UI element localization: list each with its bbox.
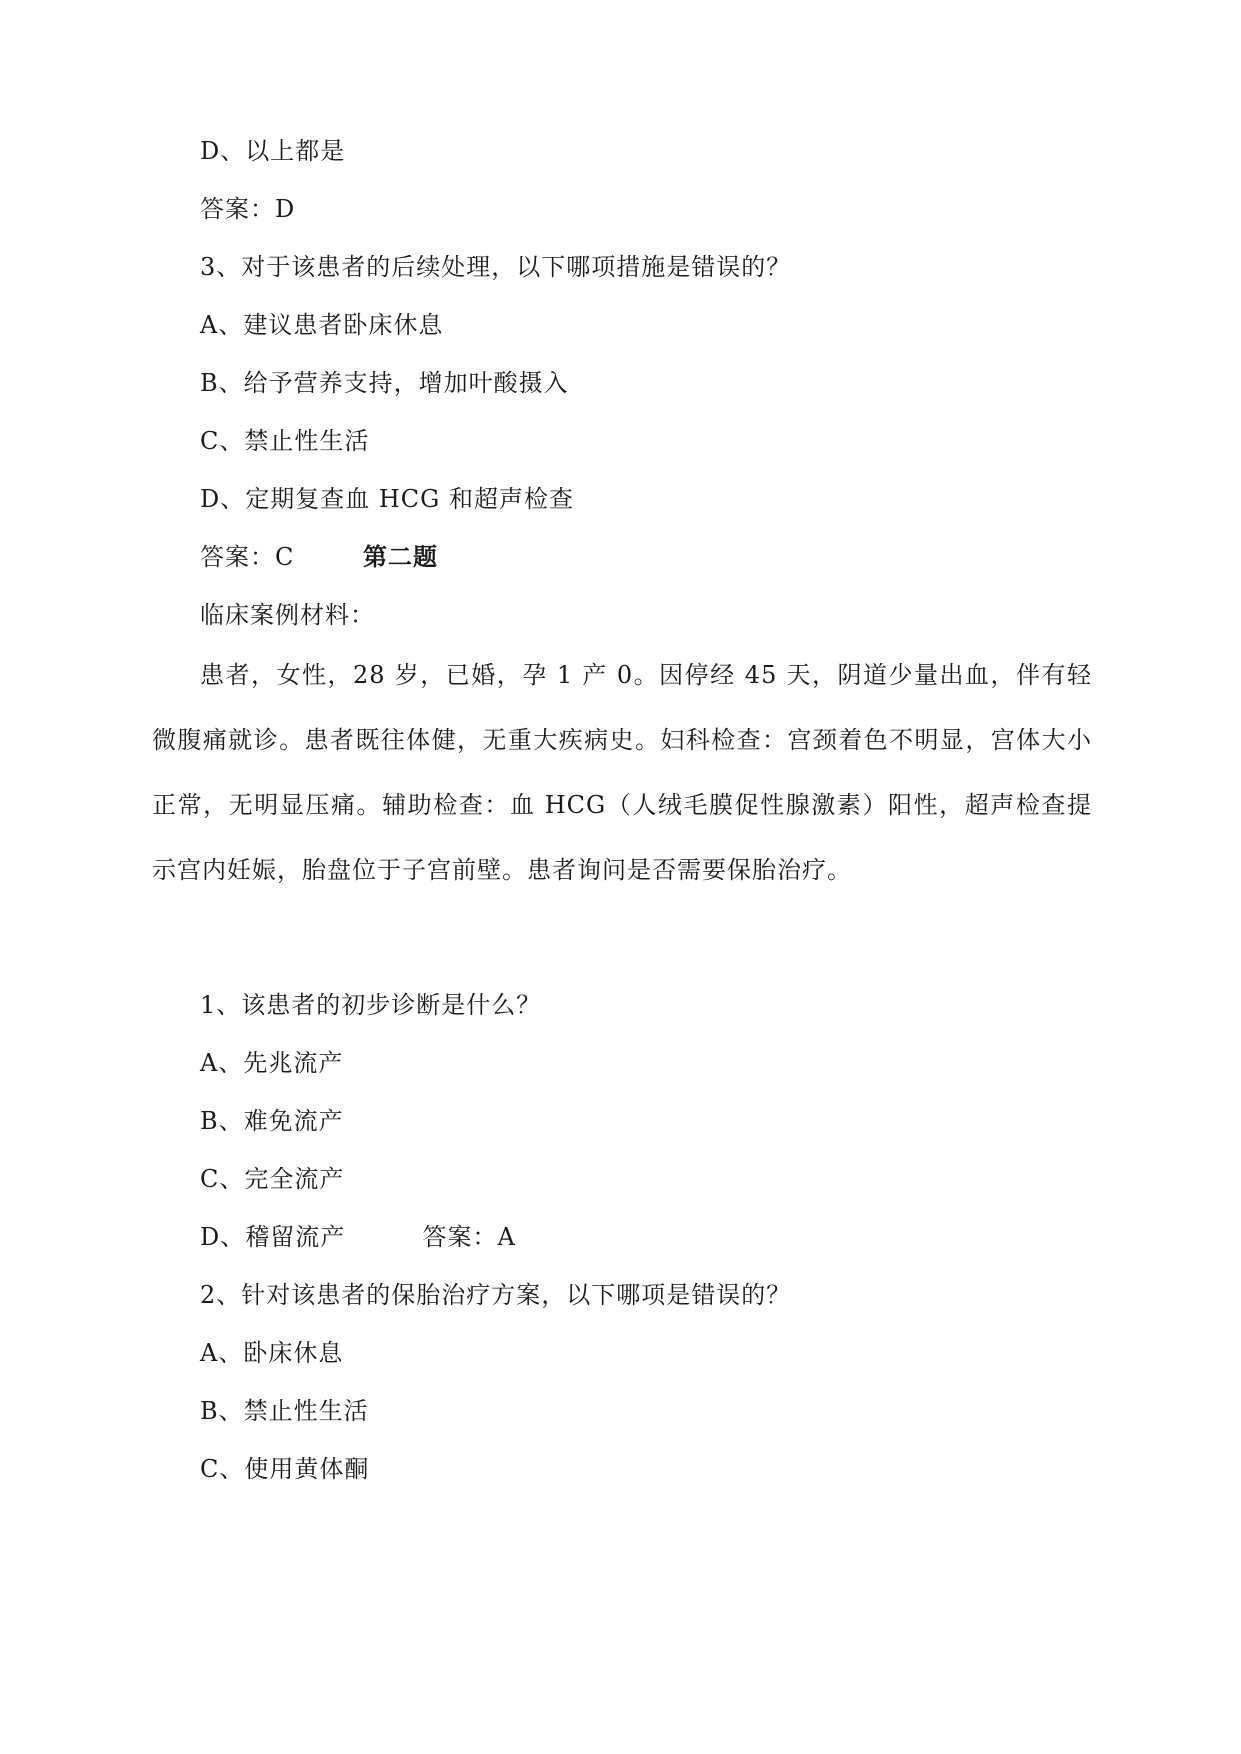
answer: 答案：D bbox=[200, 195, 296, 223]
option-text: C、完全流产 bbox=[200, 1165, 345, 1193]
case-label-line bbox=[200, 600, 375, 630]
answer-line bbox=[200, 194, 295, 224]
s2q2-option-c bbox=[200, 1454, 369, 1484]
option-text: C、禁止性生活 bbox=[200, 427, 370, 455]
question-text: 2、针对该患者的保胎治疗方案，以下哪项是错误的？ bbox=[200, 1281, 792, 1309]
option-d: D、以上都是 bbox=[200, 137, 346, 165]
answer: 答案：A bbox=[422, 1223, 516, 1251]
s2-question-1 bbox=[200, 990, 541, 1020]
question-text: 3、对于该患者的后续处理，以下哪项措施是错误的？ bbox=[200, 253, 792, 281]
q3-option-a bbox=[200, 310, 443, 340]
question-text: 1、该患者的初步诊断是什么？ bbox=[200, 991, 542, 1019]
s2q1-option-d-line bbox=[200, 1222, 516, 1252]
option-text: C、使用黄体酮 bbox=[200, 1455, 370, 1483]
option-text: A、先兆流产 bbox=[200, 1049, 344, 1077]
option-text: D、稽留流产 bbox=[200, 1223, 346, 1251]
s2q2-option-b bbox=[200, 1396, 369, 1426]
q3-answer-line bbox=[200, 542, 438, 572]
option-text: B、难免流产 bbox=[200, 1107, 344, 1135]
option-text: A、卧床休息 bbox=[200, 1339, 344, 1367]
s2q1-option-c bbox=[200, 1164, 344, 1194]
question-3 bbox=[200, 252, 791, 282]
option-text: B、禁止性生活 bbox=[200, 1397, 369, 1425]
option-text: A、建议患者卧床休息 bbox=[200, 311, 444, 339]
option-text: B、给予营养支持，增加叶酸摄入 bbox=[200, 369, 569, 397]
q3-option-c bbox=[200, 426, 369, 456]
s2q1-option-a bbox=[200, 1048, 343, 1078]
s2-question-2 bbox=[200, 1280, 791, 1310]
case-text: 患者，女性，28 岁，已婚，孕 1 产 0。因停经 45 天，阴道少量出血，伴有轻微腹痛就诊。患者既往体健，无重大疾病史。妇科检查：宫颈着色不明显，宫体大小正常，无明显压痛。辅助检查：血 HCG（人绒毛膜促性腺激素）阳性，超声检查提示宫内妊娠，胎盘位于子宫前壁。患者询问是否需要保胎治疗。 bbox=[152, 661, 1092, 884]
case-label: 临床案例材料： bbox=[200, 601, 375, 629]
q3-option-b bbox=[200, 368, 569, 398]
section-title: 第二题 bbox=[363, 542, 439, 571]
q3-option-d bbox=[200, 484, 574, 514]
s2q2-option-a bbox=[200, 1338, 343, 1368]
s2q1-option-b bbox=[200, 1106, 344, 1136]
option-d-line bbox=[200, 136, 345, 166]
option-text: D、定期复查血 HCG 和超声检查 bbox=[200, 485, 574, 513]
answer: 答案：C bbox=[200, 543, 295, 571]
